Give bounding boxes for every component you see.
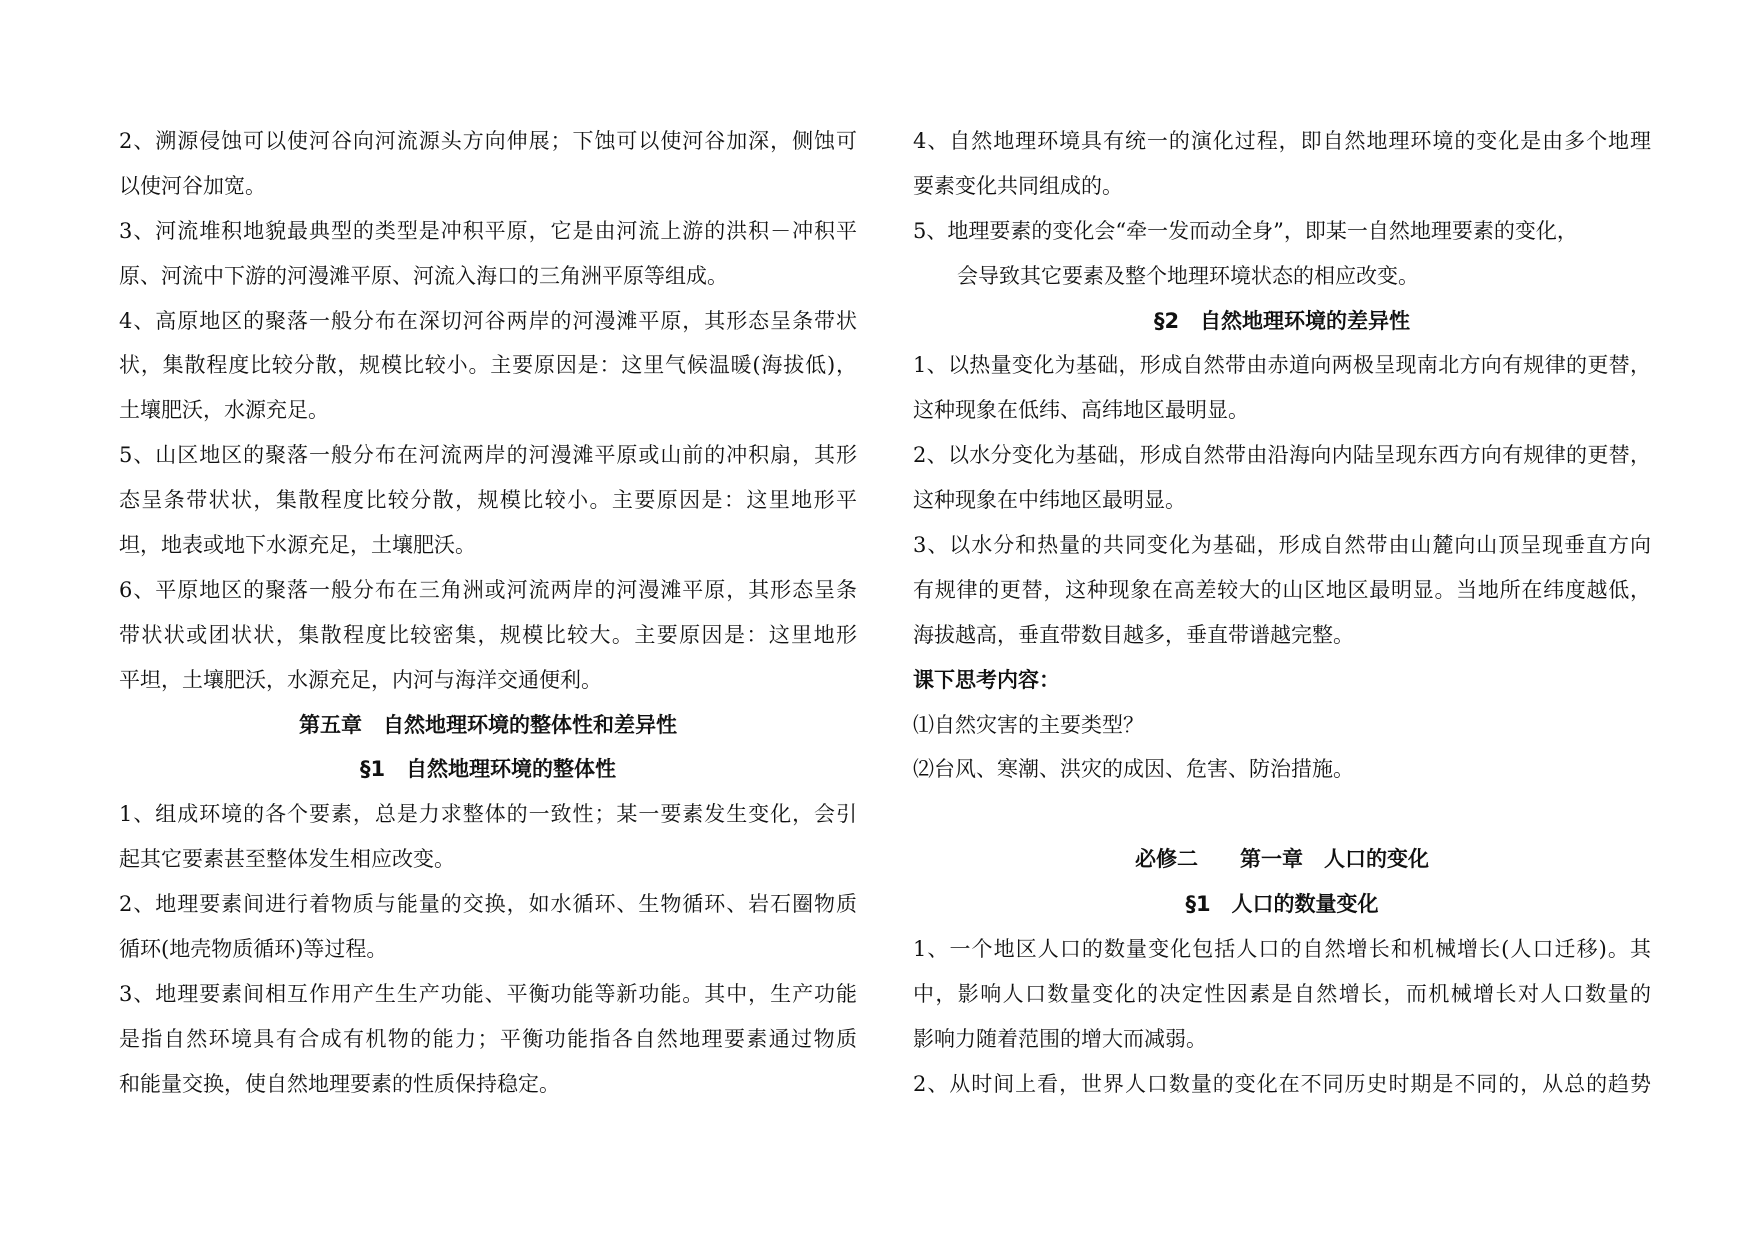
text-line: 有规律的更替，这种现象在高差较大的山区地区最明显。当地所在纬度越低， xyxy=(913,577,1651,602)
text-line: 1、一个地区人口的数量变化包括人口的自然增长和机械增长(人口迁移)。其 xyxy=(913,937,1651,962)
text-line: 4、高原地区的聚落一般分布在深切河谷两岸的河漫滩平原，其形态呈条带状 xyxy=(119,308,857,333)
text-line: ⑵台风、寒潮、洪灾的成因、危害、防治措施。 xyxy=(913,757,1354,782)
text-line: 以使河谷加宽。 xyxy=(119,173,266,198)
text-line: 坦，地表或地下水源充足，土壤肥沃。 xyxy=(119,533,476,558)
text-line: 影响力随着范围的增大而减弱。 xyxy=(913,1026,1207,1051)
text-line: 土壤肥沃，水源充足。 xyxy=(119,398,329,423)
section-heading: §1 人口的数量变化 xyxy=(1185,892,1379,917)
text-line: 3、河流堆积地貌最典型的类型是冲积平原，它是由河流上游的洪积－冲积平 xyxy=(119,218,857,243)
text-line: 2、地理要素间进行着物质与能量的交换，如水循环、生物循环、岩石圈物质 xyxy=(119,892,857,917)
text-line: 态呈条带状状，集散程度比较分散，规模比较小。主要原因是：这里地形平 xyxy=(119,488,857,513)
text-line: 起其它要素甚至整体发生相应改变。 xyxy=(119,847,455,872)
text-line: 要素变化共同组成的。 xyxy=(913,173,1123,198)
text-line: 1、以热量变化为基础，形成自然带由赤道向两极呈现南北方向有规律的更替， xyxy=(913,353,1651,378)
text-line: 循环(地壳物质循环)等过程。 xyxy=(119,937,388,962)
text-line: ⑴自然灾害的主要类型？ xyxy=(913,712,1144,737)
text-line: 2、以水分变化为基础，形成自然带由沿海向内陆呈现东西方向有规律的更替， xyxy=(913,443,1651,468)
text-line: 2、溯源侵蚀可以使河谷向河流源头方向伸展；下蚀可以使河谷加深，侧蚀可 xyxy=(119,129,857,153)
blank-line xyxy=(913,792,1651,837)
text-line: 1、组成环境的各个要素，总是力求整体的一致性；某一要素发生变化，会引 xyxy=(119,802,857,827)
text-line: 3、以水分和热量的共同变化为基础，形成自然带由山麓向山顶呈现垂直方向 xyxy=(913,533,1651,558)
text-line: 2、从时间上看，世界人口数量的变化在不同历史时期是不同的，从总的趋势 xyxy=(913,1071,1651,1096)
left-column xyxy=(119,119,857,1107)
text-line: 原、河流中下游的河漫滩平原、河流入海口的三角洲平原等组成。 xyxy=(119,263,728,288)
text-line: 状，集散程度比较分散，规模比较小。主要原因是：这里气候温暖(海拔低)， xyxy=(119,353,857,378)
section-heading: §1 自然地理环境的整体性 xyxy=(359,757,617,782)
text-line: 6、平原地区的聚落一般分布在三角洲或河流两岸的河漫滩平原，其形态呈条 xyxy=(119,577,857,602)
text-line: 会导致其它要素及整个地理环境状态的相应改变。 xyxy=(957,263,1419,288)
text-line: 这种现象在中纬地区最明显。 xyxy=(913,488,1186,513)
text-line: 海拔越高，垂直带数目越多，垂直带谱越完整。 xyxy=(913,622,1354,647)
section-heading: §2 自然地理环境的差异性 xyxy=(1153,308,1411,333)
text-line: 5、山区地区的聚落一般分布在河流两岸的河漫滩平原或山前的冲积扇，其形 xyxy=(119,443,857,468)
text-line: 这种现象在低纬、高纬地区最明显。 xyxy=(913,398,1249,423)
section-heading: 必修二 第一章 人口的变化 xyxy=(1135,847,1429,872)
text-line: 带状状或团状状，集散程度比较密集，规模比较大。主要原因是：这里地形 xyxy=(119,622,857,647)
text-line: 3、地理要素间相互作用产生生产功能、平衡功能等新功能。其中，生产功能 xyxy=(119,981,857,1006)
text-line: 和能量交换，使自然地理要素的性质保持稳定。 xyxy=(119,1071,560,1096)
text-line: 是指自然环境具有合成有机物的能力；平衡功能指各自然地理要素通过物质 xyxy=(119,1026,857,1051)
text-line: 中，影响人口数量变化的决定性因素是自然增长，而机械增长对人口数量的 xyxy=(913,981,1651,1006)
section-heading: 第五章 自然地理环境的整体性和差异性 xyxy=(299,712,677,737)
text-line: 5、地理要素的变化会“牵一发而动全身”，即某一自然地理要素的变化， xyxy=(913,218,1578,243)
subheading: 课下思考内容： xyxy=(913,667,1060,692)
text-line: 平坦，土壤肥沃，水源充足，内河与海洋交通便利。 xyxy=(119,667,602,692)
right-column xyxy=(913,119,1651,1107)
text-line: 4、自然地理环境具有统一的演化过程，即自然地理环境的变化是由多个地理 xyxy=(913,129,1651,153)
